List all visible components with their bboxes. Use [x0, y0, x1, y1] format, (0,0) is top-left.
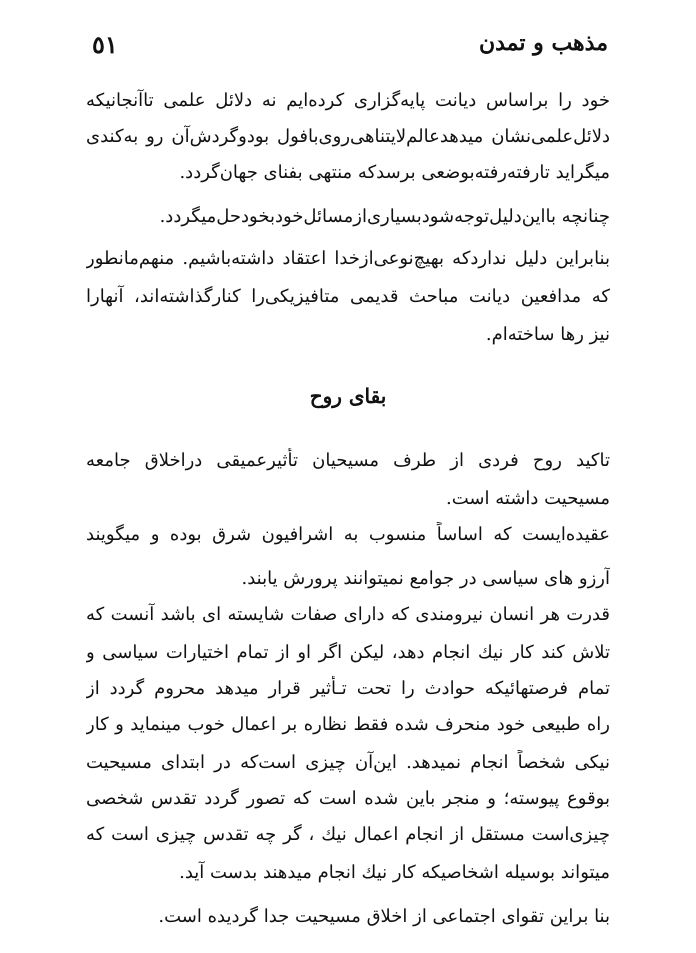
- text-line: عقیده‌ایست که اساساً منسوب به اشرافیون شرق بوده و میگویند: [86, 524, 610, 545]
- page-number: ٥١: [92, 30, 118, 59]
- text-line: قدرت هر انسان نیرومندی که دارای صفات شایسته ای باشد آنست که: [86, 604, 610, 625]
- text-line: میگراید تارفته‌رفته‌بوضعی برسدکه منتهی بفنای جهان‌گردد.: [179, 162, 610, 183]
- text-line: نیز رها ساخته‌ام.: [485, 324, 610, 345]
- text-line: خود را براساس دیانت پایه‌گزاری کرده‌ایم نه دلائل علمی تاآنجانیکه: [86, 90, 610, 111]
- text-line: مسیحیت داشته است.: [446, 488, 610, 509]
- text-line: نیکی شخصاً انجام نمیدهد. این‌آن چیزی است‌که در ابتدای مسیحیت: [86, 752, 610, 773]
- text-line: تلاش کند کار نیك انجام دهد، لیکن اگر او از تمام اختیارات سیاسی و: [86, 642, 610, 663]
- text-line: بوقوع پیوسته؛ و منجر باین شده است که تصور گردد تقدس شخصی: [86, 788, 610, 809]
- running-header-title: مذهب و تمدن: [478, 30, 608, 56]
- text-line: بنا براین تقوای اجتماعی از اخلاق مسیحیت جدا گردیده است.: [158, 906, 610, 927]
- text-line: دلائل‌علمی‌نشان میدهدعالم‌لایتناهی‌روی‌بافول بودو‌گردش‌آن رو به‌کندی: [86, 126, 610, 147]
- section-heading: بقای روح: [309, 384, 387, 408]
- text-line: تمام فرصتهائیکه حوادث را تحت تـأثیر قرار میدهد محروم گردد از: [86, 678, 610, 699]
- text-line: که مدافعین دیانت مباحث قدیمی متافیزیکی‌را کنارگذاشته‌اند، آنهارا: [86, 286, 610, 307]
- text-line: آرزو های سیاسی در جوامع نمیتوانند پرورش یابند.: [241, 568, 610, 589]
- text-line: بنابراین دلیل ندارد‌که بهیچ‌نوعی‌ازخدا اعتقاد داشته‌باشیم. منهم‌مانطور: [86, 248, 610, 269]
- text-line: میتواند بوسیله اشخاصیکه کار نیك انجام میدهند بدست آید.: [179, 862, 610, 883]
- text-line: چنانچه بااین‌دلیل‌توجه‌شود‌بسیاری‌ازمسائل‌خود‌بخودحل‌میگردد.: [159, 206, 610, 227]
- text-line: چیزی‌است مستقل از انجام اعمال نیك ، گر چه تقدس چیزی است که: [86, 824, 610, 845]
- text-line: تاکید روح فردی از طرف مسیحیان تأثیرعمیقی دراخلاق جامعه: [86, 450, 610, 471]
- text-line: راه طبیعی خود منحرف شده فقط نظاره بر اعمال خوب مینماید و کار: [86, 714, 610, 735]
